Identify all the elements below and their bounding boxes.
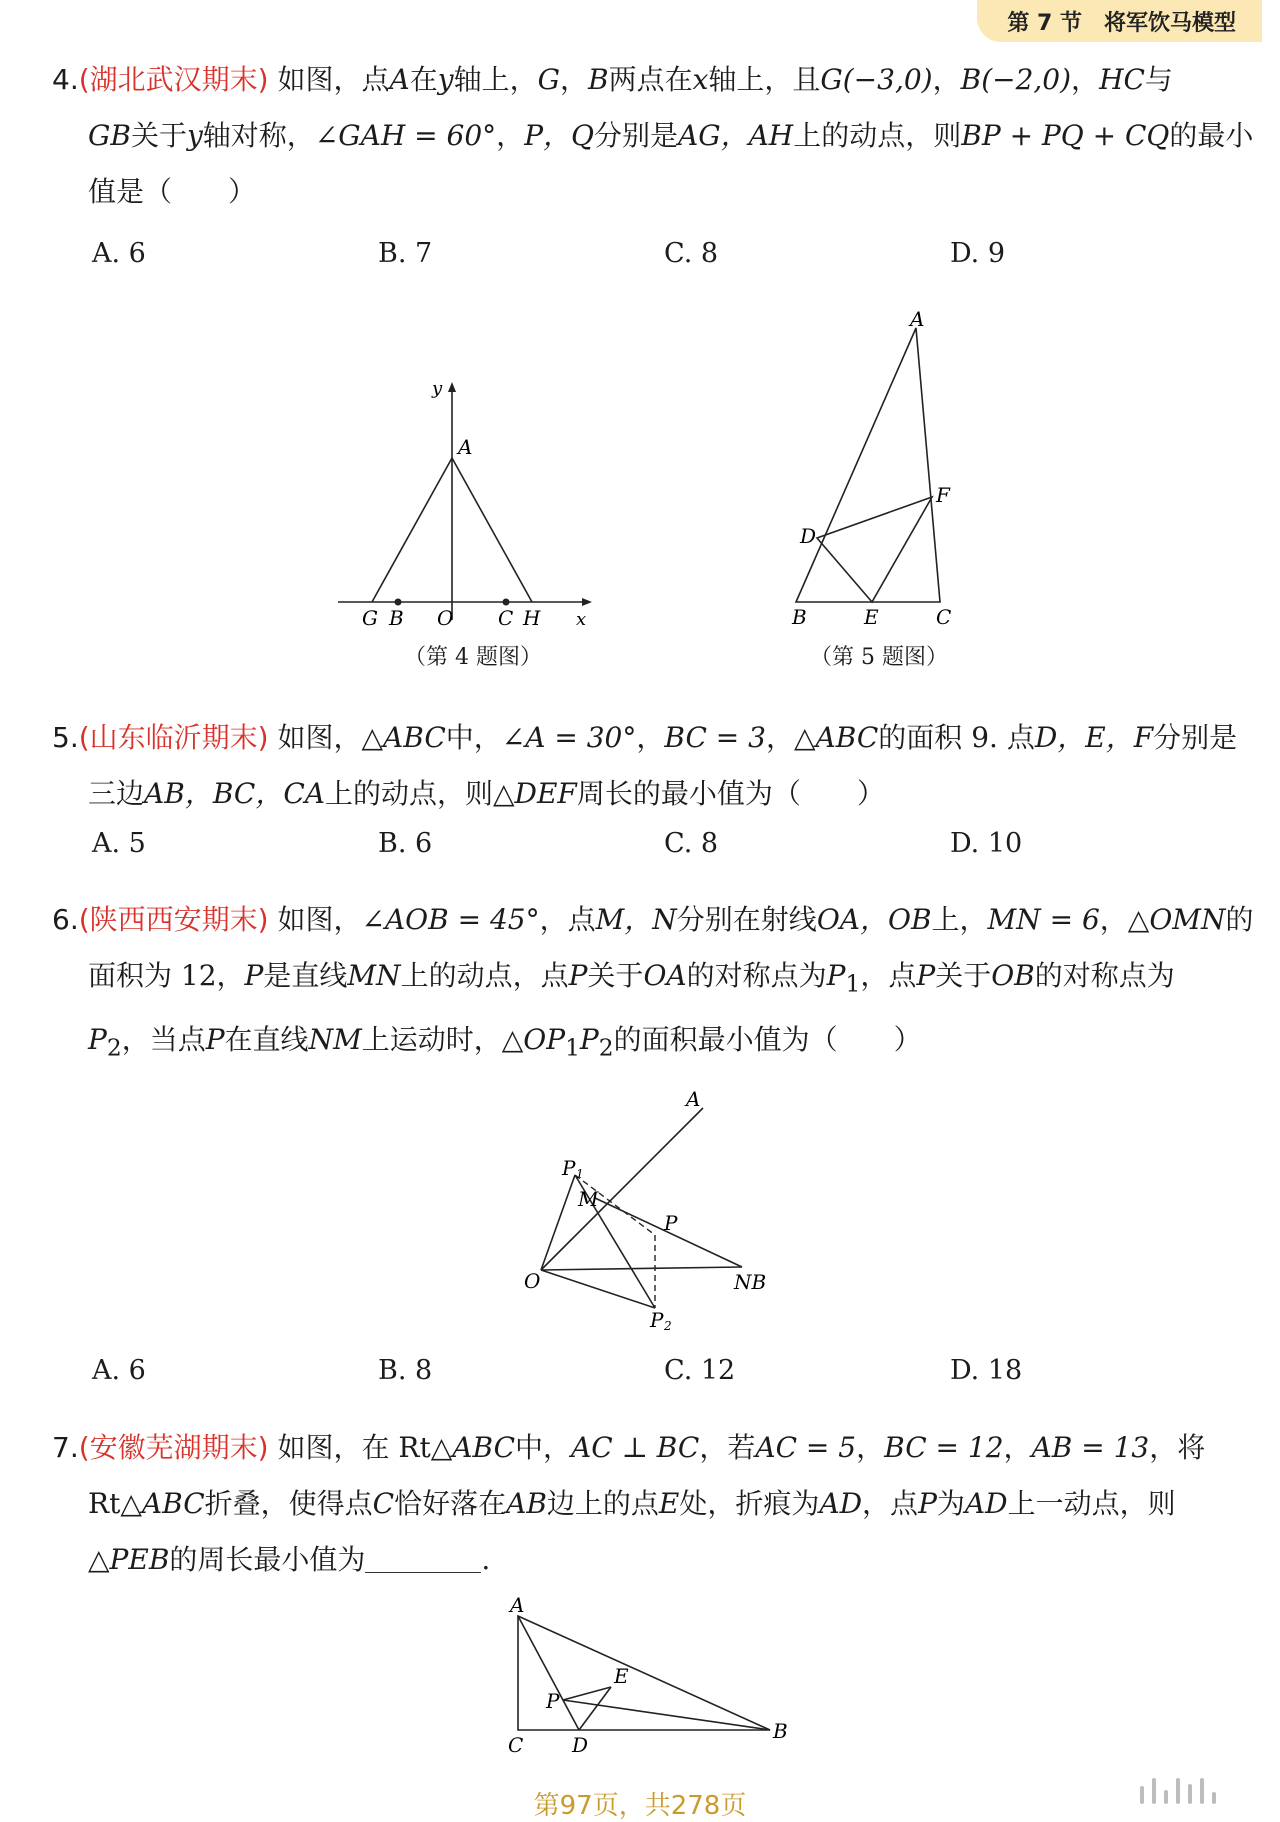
question-5: [52, 710, 1240, 822]
label-c: C: [936, 605, 952, 629]
label-e: E: [614, 1664, 629, 1688]
q5-triangle: ABC: [815, 721, 879, 754]
label-x: x: [576, 609, 587, 630]
q6-options: [92, 1355, 1236, 1386]
q4-segment: GB: [88, 119, 131, 152]
q5-number: 5.: [52, 721, 79, 754]
q5-figure: [780, 300, 980, 630]
q6-line-2: [52, 948, 1240, 1012]
q6-text: 的: [1225, 903, 1254, 936]
point-b: [395, 599, 402, 606]
q4-segments: AG，AH: [678, 119, 794, 152]
question-6: [52, 892, 1254, 1075]
q6-text: 上，: [931, 903, 988, 936]
q6-text: ，点: [539, 903, 596, 936]
question-7: [52, 1420, 1240, 1588]
label-a: A: [910, 307, 925, 331]
q7-length: AB = 13: [1031, 1431, 1150, 1464]
label-c: C: [498, 606, 514, 630]
q7-text: 如图，在 Rt△: [277, 1431, 453, 1464]
q6-source: (陕西西安期末): [78, 903, 269, 936]
q6-text: ，△: [1099, 903, 1150, 936]
q4-text: 值是（ ）: [88, 175, 257, 208]
q6-subscript: 2: [106, 1033, 122, 1062]
q6-text: 如图，: [277, 903, 362, 936]
q6-text: 关于: [587, 959, 644, 992]
q5-length: BC = 3: [664, 721, 766, 754]
watermark-icon: [1140, 1778, 1216, 1804]
q4-text: 在: [409, 63, 438, 96]
q7-text: 处，折痕为: [679, 1487, 820, 1520]
q7-line-1: 7.(安徽芜湖期末) 如图，在 Rt△ABC中，AC ⊥ BC，若AC = 5，BC = 12，AB = 13，将: [52, 1431, 1206, 1464]
q4-option-c[interactable]: C. 8: [664, 238, 719, 269]
q7-segment: AB: [506, 1487, 547, 1520]
label-o: O: [437, 606, 454, 630]
label-b: B: [792, 605, 807, 629]
q7-triangle: ABC: [452, 1431, 516, 1464]
q6-line-1: [52, 892, 1254, 948]
q7-text: 边上的点: [546, 1487, 659, 1520]
q5-triangle: ABC: [383, 721, 446, 754]
q5-option-b[interactable]: B. 6: [378, 828, 433, 859]
point-c: [503, 599, 510, 606]
q6-point: P: [826, 959, 846, 992]
q6-line: NM: [308, 1022, 362, 1056]
q5-points: D，E，F: [1034, 721, 1154, 754]
q4-option-d[interactable]: D. 9: [950, 238, 1006, 269]
q6-text: ，当点: [121, 1022, 206, 1056]
q4-points: P，Q: [524, 119, 594, 152]
label-p2: P: [650, 1308, 664, 1330]
q7-triangle: ABC: [141, 1487, 205, 1520]
q5-text: ，△: [766, 721, 816, 754]
ray-oa: [541, 1108, 703, 1270]
q4-text: ，: [559, 63, 588, 96]
q6-text: ，点: [860, 959, 917, 992]
q4-angle: ∠GAH = 60°: [314, 119, 497, 152]
label-a: A: [510, 1593, 525, 1617]
q7-source: (安徽芜湖期末): [78, 1431, 269, 1464]
q4-caption: （第 4 题图）: [404, 645, 542, 670]
label-m: M: [578, 1187, 599, 1211]
label-f: F: [936, 483, 950, 507]
q7-text: 折叠，使得点: [204, 1487, 373, 1520]
q5-text: 三边: [88, 777, 145, 810]
q4-text: 分别是: [593, 119, 678, 152]
q4-axis: y: [186, 119, 203, 152]
q5-option-d[interactable]: D. 10: [950, 828, 1023, 859]
q7-figure: [490, 1590, 790, 1760]
q7-text: 为: [936, 1487, 965, 1520]
q6-text: 上的动点，点: [400, 959, 569, 992]
q5-text: 上的动点，则△: [324, 777, 515, 810]
q4-text: 两点在: [608, 63, 693, 96]
segment-ah: [452, 458, 532, 602]
label-a: A: [458, 435, 473, 459]
q7-point: C: [372, 1487, 395, 1520]
q5-source: (山东临沂期末): [78, 721, 269, 754]
label-p1: P: [562, 1156, 576, 1180]
segment-pe: [563, 1687, 611, 1700]
q6-text: 在直线: [224, 1022, 309, 1056]
q6-length: MN = 6: [987, 903, 1100, 936]
q7-text: 中，: [515, 1431, 572, 1464]
q5-angle: ∠A = 30°: [501, 721, 637, 754]
q4-text: 上的动点，则: [793, 119, 962, 152]
q5-caption: （第 5 题图）: [810, 645, 948, 670]
page-counter: 第97页，共278页: [533, 1791, 747, 1821]
q6-triangle: OP: [523, 1022, 566, 1056]
q4-options: [92, 238, 1236, 269]
q7-point: P: [918, 1487, 937, 1520]
q6-point: P: [205, 1022, 225, 1056]
q4-point: G: [537, 63, 560, 96]
q4-line-2: [52, 108, 1254, 164]
q4-figure: [320, 370, 600, 630]
q7-text: .: [481, 1543, 491, 1576]
q4-text: 关于: [130, 119, 187, 152]
label-d: D: [800, 524, 817, 548]
q7-line-3: [52, 1532, 1240, 1588]
label-nb: NB: [734, 1270, 767, 1294]
q7-segment: AD: [819, 1487, 863, 1520]
q6-points: M，N: [595, 903, 677, 936]
q6-subscript: 2: [598, 1033, 614, 1062]
q4-coord: B(−2,0): [960, 63, 1072, 96]
q4-point: A: [389, 63, 410, 96]
q4-line-1: [52, 52, 1240, 108]
q7-perpendicular: AC ⊥ BC: [571, 1431, 700, 1464]
q6-triangle: OMN: [1149, 903, 1226, 936]
segment-de: [579, 1687, 611, 1730]
q5-triangle: DEF: [514, 777, 577, 810]
q5-text: 如图，△: [277, 721, 384, 754]
q7-point: E: [658, 1487, 680, 1520]
label-p: P: [664, 1211, 678, 1235]
q6-subscript: 1: [565, 1033, 580, 1062]
q6-line: MN: [347, 959, 401, 992]
q6-point: P: [244, 959, 264, 992]
label-g: G: [362, 606, 378, 630]
segment-ag: [372, 458, 452, 602]
q5-line-1: 5.(山东临沂期末) 如图，△ABC中，∠A = 30°，BC = 3，△ABC的面积 9. 点D，E，F分别是: [52, 721, 1238, 754]
q4-expression: BP + PQ + CQ: [961, 119, 1170, 152]
label-e: E: [864, 605, 879, 629]
q7-number: 7.: [52, 1431, 79, 1464]
x-arrow-icon: [582, 598, 592, 606]
q6-text: 关于: [935, 959, 992, 992]
q6-text: 面积为 12，: [88, 959, 245, 992]
q4-segment: HC: [1099, 63, 1145, 96]
q4-point: B: [587, 63, 609, 96]
q4-text: 轴对称，: [202, 119, 315, 152]
section-number: 第 7 节: [1007, 10, 1082, 36]
q7-text: 恰好落在: [394, 1487, 507, 1520]
q6-subscript: 1: [845, 969, 861, 998]
q6-line-3: [52, 1012, 1240, 1076]
q4-text: 如图，点: [277, 63, 390, 96]
q7-text: ，点: [862, 1487, 919, 1520]
q4-option-a[interactable]: A. 6: [92, 238, 146, 269]
label-a: A: [686, 1087, 701, 1111]
q6-point: P: [88, 1022, 107, 1056]
q6-text: 上运动时，△: [361, 1022, 524, 1056]
label-y: y: [432, 378, 443, 399]
q6-option-d[interactable]: D. 18: [950, 1355, 1023, 1386]
q4-text: 轴上，: [453, 63, 538, 96]
q7-length: BC = 12: [884, 1431, 1004, 1464]
q7-length: AC = 5: [755, 1431, 857, 1464]
q7-text: ，将: [1149, 1431, 1206, 1464]
q6-text: 的对称点为: [686, 959, 827, 992]
q6-point: P: [568, 959, 588, 992]
q4-option-b[interactable]: B. 7: [378, 238, 433, 269]
label-b: B: [389, 606, 404, 630]
q6-angle: ∠AOB = 45°: [361, 903, 540, 936]
label-h: H: [523, 606, 541, 630]
label-o: O: [524, 1269, 541, 1293]
label-p: P: [546, 1689, 560, 1713]
q6-rays: OA，OB: [816, 903, 932, 936]
q4-text: 的最小: [1169, 119, 1254, 152]
q7-text: 的周长最小值为: [169, 1543, 366, 1576]
segment-pb: [563, 1700, 770, 1730]
q5-option-c[interactable]: C. 8: [664, 828, 719, 859]
q7-segment: AD: [964, 1487, 1008, 1520]
segment-op1: [541, 1175, 575, 1270]
q5-text: 的面积 9. 点: [878, 721, 1035, 754]
q7-text: ，若: [699, 1431, 756, 1464]
q6-ray: OB: [991, 959, 1035, 992]
q6-text: 分别在射线: [676, 903, 817, 936]
q6-option-b[interactable]: B. 8: [378, 1355, 433, 1386]
q6-figure: [510, 1080, 800, 1330]
label-d: D: [572, 1733, 589, 1757]
q4-axis: x: [692, 63, 709, 96]
label-c: C: [508, 1733, 524, 1757]
q6-number: 6.: [52, 903, 79, 936]
q7-line-2: [52, 1476, 1240, 1532]
q4-text: ，: [932, 63, 961, 96]
q4-line-3: [52, 164, 1240, 220]
q4-coord: G(−3,0): [820, 63, 933, 96]
q5-options: [92, 828, 1236, 859]
q6-option-c[interactable]: C. 12: [664, 1355, 736, 1386]
q5-sides: AB，BC，CA: [144, 777, 325, 810]
q7-text: Rt△: [88, 1487, 142, 1520]
q4-text: 轴上，且: [708, 63, 821, 96]
q4-text: ，: [1071, 63, 1100, 96]
ray-ob: [541, 1267, 742, 1270]
triangle-abc: [796, 328, 940, 602]
q5-option-a[interactable]: A. 5: [92, 828, 146, 859]
y-arrow-icon: [448, 382, 456, 392]
q6-text: 的面积最小值为（ ）: [613, 1022, 922, 1056]
q4-number: 4.: [52, 63, 79, 96]
q6-point: P: [579, 1022, 599, 1056]
segment-op2: [541, 1270, 655, 1308]
q5-text: 分别是: [1153, 721, 1238, 754]
label-p1-subscript: 1: [576, 1167, 584, 1181]
label-b: B: [773, 1719, 788, 1743]
q6-text: 是直线: [263, 959, 348, 992]
q5-line-2: [52, 766, 1240, 822]
q4-source: (湖北武汉期末): [78, 63, 269, 96]
q7-text: △: [88, 1543, 110, 1576]
section-header: [977, 0, 1262, 42]
label-p2-subscript: 2: [664, 1319, 672, 1330]
q7-triangle: PEB: [109, 1543, 170, 1576]
question-4: [52, 52, 1254, 220]
q4-axis: y: [437, 63, 454, 96]
q6-ray: OA: [643, 959, 687, 992]
q4-text: 与: [1144, 63, 1173, 96]
answer-blank[interactable]: [365, 1542, 481, 1573]
q6-text: 的对称点为: [1034, 959, 1175, 992]
q6-point: P: [916, 959, 936, 992]
q4-text: ，: [496, 119, 525, 152]
section-title: 将军饮马模型: [1103, 10, 1236, 36]
q5-text: 中，: [445, 721, 502, 754]
q6-option-a[interactable]: A. 6: [92, 1355, 146, 1386]
q5-text: 周长的最小值为（ ）: [576, 777, 885, 810]
q7-text: 上一动点，则: [1007, 1487, 1176, 1520]
